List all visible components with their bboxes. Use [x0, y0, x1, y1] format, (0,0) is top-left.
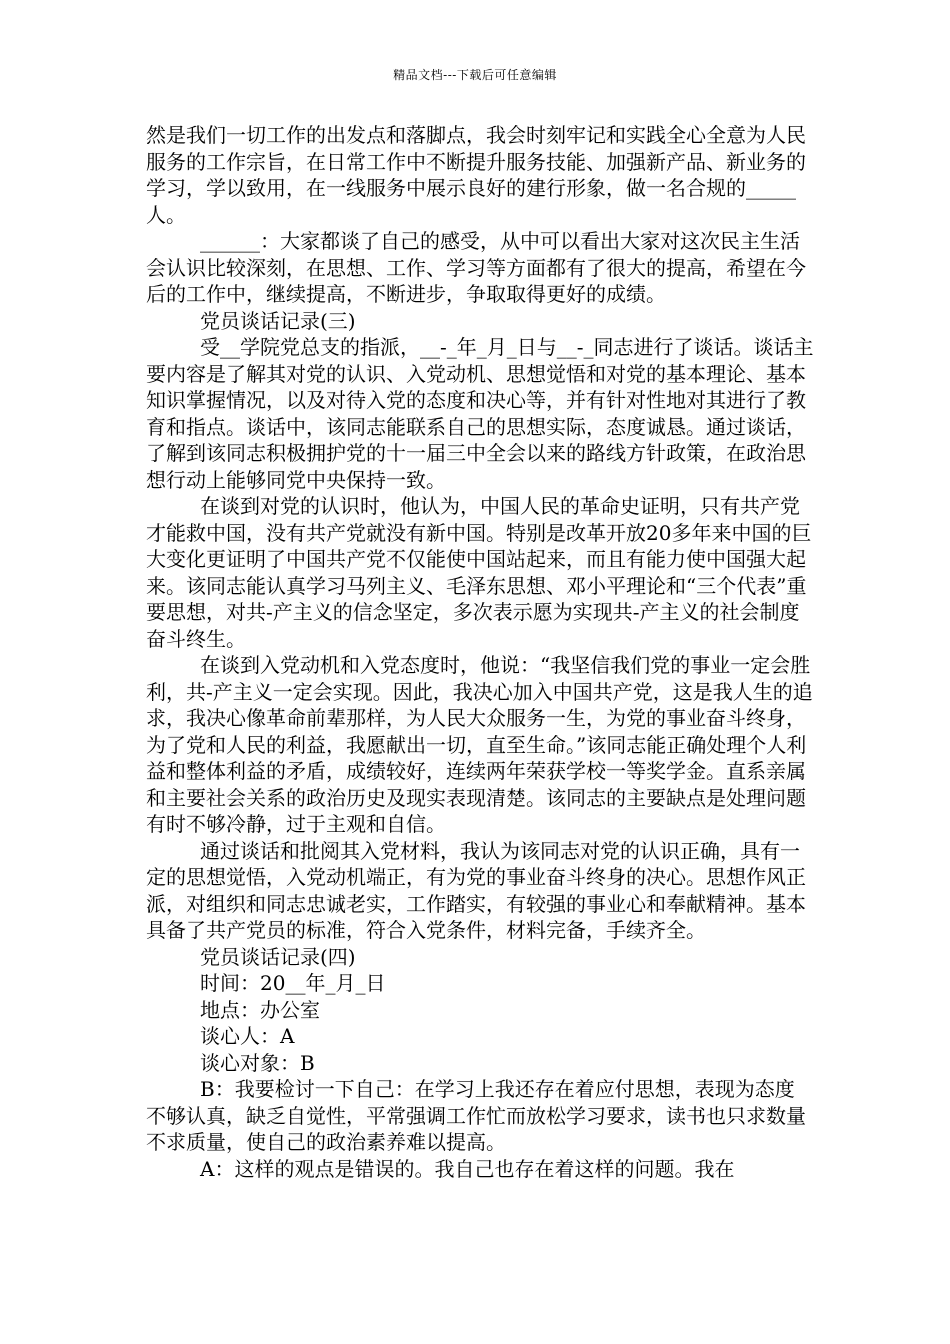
paragraph: ______：大家都谈了自己的感受，从中可以看出大家对这次民主生活会认识比较深刻，在思想、工作、学习等方面都有了很大的提高，希望在今后的工作中，继续提高，不断进步，争取取得更好的成绩。 — [146, 229, 806, 306]
meta-place: 地点：办公室 — [200, 997, 320, 1022]
paragraph: A：这样的观点是错误的。我自己也存在着这样的问题。我在 — [200, 1156, 735, 1181]
paragraph: 通过谈话和批阅其入党材料，我认为该同志对党的认识正确，具有一定的思想觉悟，入党动机端正，有为党的事业奋斗终身的决心。思想作风正派，对组织和同志忠诚老实，工作踏实，有较强的事业心和奉献精神。基本具备了共产党员的标准，符合入党条件，材料完备，手续齐全。 — [146, 838, 806, 942]
paragraph: B：我要检讨一下自己：在学习上我还存在着应付思想，表现为态度不够认真，缺乏自觉性，平常强调工作忙而放松学习要求，读书也只求数量不求质量，使自己的政治素养难以提高。 — [146, 1077, 806, 1154]
meta-time: 时间：20__年_月_日 — [200, 971, 386, 995]
meta-interviewer: 谈心人：A — [200, 1024, 295, 1048]
paragraph: 受__学院党总支的指派，__-_年_月_日与__-_同志进行了谈话。谈话主要内容是了解其对党的认识、入党动机、思想觉悟和对党的基本理论、基本知识掌握情况，以及对待入党的态度和决心等，并有针对性地对其进行了教育和指点。谈话中，该同志能联系自己的思想实际，态度诚恳。通过谈话，了解到该同志积极拥护党的十一届三中全会以来的路线方针政策，在政治思想行动上能够同党中央保持一致。 — [146, 335, 814, 492]
page-header: 精品文档---下载后可任意编辑 — [393, 68, 557, 82]
paragraph: 在谈到入党动机和入党态度时，他说：“我坚信我们党的事业一定会胜利，共-产主义一定会实现。因此，我决心加入中国共产党，这是我人生的追求，我决心像革命前辈那样，为人民大众服务一生，为党的事业奋斗终身，为了党和人民的利益，我愿献出一切，直至生命。”该同志能正确处理个人利益和整体利益的矛盾，成绩较好，连续两年荣获学校一等奖学金。直系亲属和主要社会关系的政治历史及现实表现清楚。该同志的主要缺点是处理问题有时不够冷静，过于主观和自信。 — [146, 653, 813, 836]
section-heading: 党员谈话记录(四) — [200, 944, 356, 969]
section-heading: 党员谈话记录(三) — [200, 308, 356, 333]
paragraph: 在谈到对党的认识时，他认为，中国人民的革命史证明，只有共产党才能救中国，没有共产党就没有新中国。特别是改革开放20多年来中国的巨大变化更证明了中国共产党不仅能使中国站起来，而且有能力使中国强大起来。该同志能认真学习马列主义、毛泽东思想、邓小平理论和“三个代表”重要思想，对共-产主义的信念坚定，多次表示愿为实现共-产主义的社会制度奋斗终生。 — [146, 494, 812, 651]
paragraph: 然是我们一切工作的出发点和落脚点，我会时刻牢记和实践全心全意为人民服务的工作宗旨，在日常工作中不断提升服务技能、加强新产品、新业务的学习，学以致用，在一线服务中展示良好的建行形象，做一名合规的_____人。 — [146, 123, 806, 227]
meta-interviewee: 谈心对象：B — [200, 1050, 315, 1075]
document-body — [146, 122, 814, 1182]
